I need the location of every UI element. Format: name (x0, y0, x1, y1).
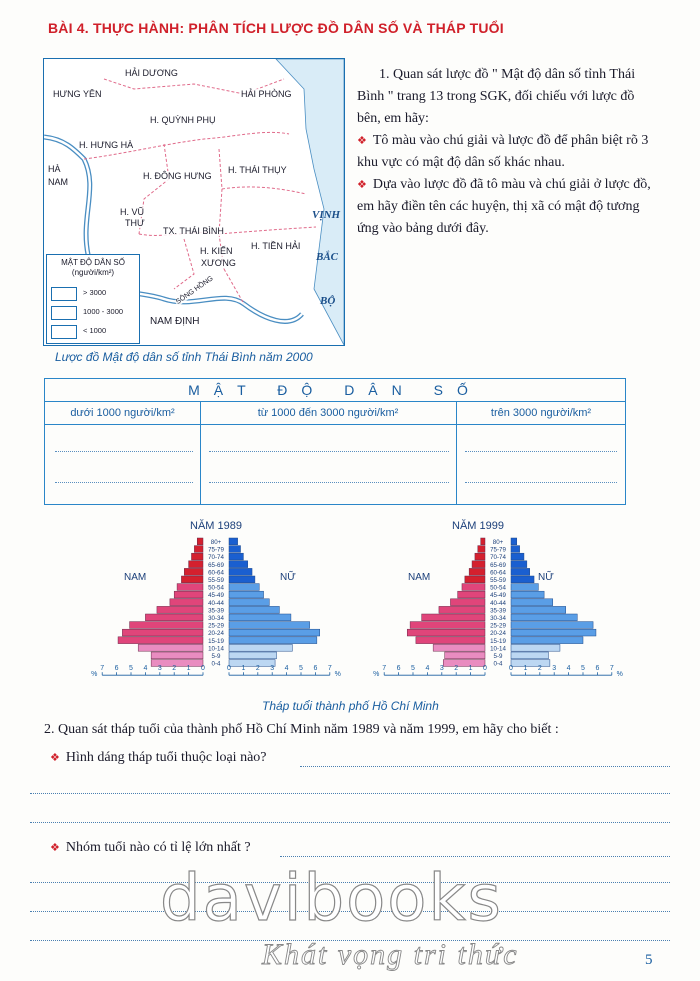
density-map (43, 58, 345, 346)
x-tick-label: 1 (186, 665, 191, 673)
female-bar (511, 599, 553, 606)
answer-line[interactable] (300, 766, 670, 767)
x-tick-label: 7 (327, 665, 332, 673)
male-bar (181, 576, 203, 583)
exercise-1-bullet (357, 174, 657, 240)
male-bar (445, 652, 485, 659)
x-tick-label: 4 (425, 665, 430, 673)
female-label: NỮ (538, 572, 554, 583)
sea-label: VỊNH (312, 209, 341, 221)
age-group-label: 15-19 (208, 637, 224, 645)
place-label: H. ĐÔNG HƯNG (143, 171, 212, 181)
x-tick-label: 7 (100, 665, 105, 673)
question-text: Hình dáng tháp tuổi thuộc loại nào? (65, 750, 267, 765)
male-bar (194, 546, 203, 553)
female-bar (229, 591, 264, 598)
place-label: HƯNG YÊN (53, 89, 102, 99)
diamond-icon: ❖ (50, 842, 60, 854)
female-bar (511, 660, 550, 667)
x-tick-label: 4 (284, 665, 289, 673)
place-label: HÀ (48, 164, 61, 174)
age-group-label: 25-29 (490, 622, 506, 630)
female-bar (511, 606, 566, 613)
male-label: NAM (124, 572, 147, 583)
place-label: H. VŨ (120, 207, 145, 217)
x-tick-label: 0 (227, 665, 231, 673)
x-tick-label: 3 (552, 665, 557, 673)
place-label: TX. THÁI BÌNH (163, 226, 224, 236)
pyramid-1989-chart (88, 534, 344, 694)
age-group-label: 75-79 (208, 546, 224, 554)
female-bar (511, 622, 593, 629)
legend-row (51, 287, 135, 301)
female-bar (229, 561, 248, 568)
exercise-1 (357, 64, 657, 240)
x-tick-label: 5 (129, 665, 133, 673)
female-bar (511, 644, 560, 651)
x-tick-label: 6 (595, 665, 600, 673)
male-bar (469, 568, 485, 575)
legend-swatch[interactable] (51, 306, 77, 320)
age-group-label: 60-64 (490, 569, 506, 577)
age-group-label: 35-39 (490, 607, 506, 615)
watermark-slogan: Khát vọng tri thức (262, 938, 519, 971)
pyramid-1989-title: NĂM 1989 (190, 520, 242, 532)
age-group-label: 10-14 (208, 645, 224, 653)
place-label: H. KIẾN (200, 246, 233, 256)
diamond-icon: ❖ (357, 179, 367, 191)
age-group-label: 35-39 (208, 607, 224, 615)
answer-line[interactable] (209, 482, 449, 483)
legend-unit: (người/km²) (71, 268, 115, 277)
answer-line[interactable] (280, 856, 670, 857)
female-bar (511, 652, 548, 659)
answer-line[interactable] (465, 482, 617, 483)
male-bar (138, 644, 203, 651)
x-tick-label: 1 (523, 665, 528, 673)
female-bar (229, 644, 292, 651)
female-bar (229, 599, 269, 606)
male-bar (443, 660, 485, 667)
female-bar (511, 584, 538, 591)
male-bar (450, 599, 485, 606)
bullet-text: Dựa vào lược đồ đã tô màu và chú giải ở lược đồ, em hãy điền tên các huyện, thị xã có mật độ tương ứng vào bảng dưới đây. (357, 177, 651, 236)
age-group-label: 65-69 (490, 561, 506, 569)
place-label: H. HƯNG HÀ (79, 140, 134, 150)
x-tick-label: 5 (411, 665, 415, 673)
x-tick-label: 3 (270, 665, 275, 673)
x-tick-label: 5 (299, 665, 303, 673)
legend-label: < 1000 (83, 326, 107, 335)
male-bar (184, 568, 203, 575)
female-bar (229, 553, 243, 560)
map-caption: Lược đồ Mật độ dân số tỉnh Thái Bình năm 2000 (55, 350, 313, 364)
bullet-text: Tô màu vào chú giải và lược đồ để phân biệt rõ 3 khu vực có mật độ dân số khác nhau. (357, 133, 649, 170)
column-header: dưới 1000 người/km² (45, 402, 200, 425)
male-bar (191, 553, 203, 560)
place-label: H. QUỲNH PHỤ (150, 115, 216, 125)
place-label: NAM (48, 177, 68, 187)
female-bar (511, 568, 530, 575)
pyramid-1999-chart (370, 534, 626, 694)
male-bar (122, 629, 203, 636)
watermark-logo: davibooks (160, 862, 503, 936)
question-1 (50, 750, 267, 766)
male-bar (439, 606, 485, 613)
age-group-label: 80+ (492, 539, 504, 546)
age-group-label: 55-59 (490, 577, 506, 584)
answer-line[interactable] (209, 451, 449, 452)
age-group-label: 15-19 (490, 637, 506, 645)
female-bar (229, 614, 291, 621)
male-bar (481, 538, 485, 545)
question-text: Nhóm tuổi nào có tỉ lệ lớn nhất ? (65, 840, 251, 855)
answer-line[interactable] (55, 451, 193, 452)
male-bar (170, 599, 203, 606)
age-group-label: 60-64 (208, 569, 224, 577)
legend-swatch[interactable] (51, 287, 77, 301)
male-bar (416, 637, 485, 644)
female-bar (511, 538, 517, 545)
x-tick-label: 1 (468, 665, 473, 673)
age-group-label: 30-34 (208, 615, 224, 622)
age-group-label: 50-54 (490, 584, 506, 592)
age-group-label: 25-29 (208, 622, 224, 630)
male-bar (462, 584, 485, 591)
x-tick-label: 4 (143, 665, 148, 673)
male-bar (174, 591, 203, 598)
pyramid-caption: Tháp tuổi thành phố Hồ Chí Minh (262, 699, 439, 713)
age-group-label: 40-44 (490, 599, 506, 607)
female-bar (511, 561, 527, 568)
x-tick-label: 0 (201, 665, 205, 673)
place-label: HẢI PHÒNG (241, 89, 292, 99)
exercise-1-bullet (357, 130, 657, 174)
female-bar (229, 568, 252, 575)
place-label: H. TIỀN HẢI (251, 241, 301, 251)
legend-swatch[interactable] (51, 325, 77, 339)
age-group-label: 5-9 (493, 653, 503, 660)
map-legend (46, 254, 140, 344)
age-group-label: 10-14 (490, 645, 506, 653)
x-tick-label: 2 (255, 665, 260, 673)
table-title: MẬT ĐỘ DÂN SỐ (45, 379, 625, 402)
female-bar (511, 591, 544, 598)
age-group-label: 20-24 (208, 630, 224, 638)
female-bar (229, 629, 320, 636)
female-bar (511, 614, 577, 621)
x-tick-label: 2 (537, 665, 542, 673)
percent-label: % (91, 671, 98, 679)
age-group-label: 45-49 (208, 592, 224, 600)
age-group-label: 20-24 (490, 630, 506, 638)
age-group-label: 70-74 (208, 554, 224, 562)
female-bar (229, 660, 275, 667)
age-group-label: 50-54 (208, 584, 224, 592)
male-bar (410, 622, 485, 629)
female-bar (229, 584, 259, 591)
place-label: THƯ (125, 218, 145, 228)
sea-label: BẮC (316, 251, 339, 263)
percent-label: % (616, 671, 623, 679)
male-bar (465, 576, 485, 583)
male-bar (130, 622, 203, 629)
male-bar (177, 584, 203, 591)
place-label: XƯƠNG (201, 258, 236, 268)
female-bar (229, 546, 241, 553)
age-group-label: 55-59 (208, 577, 224, 584)
female-label: NỮ (280, 572, 296, 583)
male-bar (478, 546, 485, 553)
male-bar (407, 629, 485, 636)
legend-label: > 3000 (83, 288, 107, 297)
diamond-icon: ❖ (50, 752, 60, 764)
age-group-label: 80+ (210, 539, 222, 546)
x-tick-label: 6 (114, 665, 119, 673)
male-bar (189, 561, 203, 568)
legend-title: MẬT ĐỘ DÂN SỐ (61, 258, 125, 267)
female-bar (511, 553, 524, 560)
x-tick-label: 3 (439, 665, 444, 673)
legend-label: 1000 - 3000 (83, 307, 124, 316)
age-group-label: 40-44 (208, 599, 224, 607)
x-tick-label: 6 (396, 665, 401, 673)
page-number: 5 (645, 952, 653, 968)
age-group-label: 45-49 (490, 592, 506, 600)
x-tick-label: 1 (241, 665, 246, 673)
legend-row (51, 325, 135, 339)
answer-line[interactable] (30, 793, 670, 794)
age-group-label: 5-9 (211, 653, 221, 660)
female-bar (229, 576, 255, 583)
female-bar (229, 622, 310, 629)
female-bar (511, 637, 583, 644)
x-tick-label: 0 (509, 665, 513, 673)
female-bar (229, 538, 238, 545)
diamond-icon: ❖ (357, 135, 367, 147)
legend-row (51, 306, 135, 320)
female-bar (511, 576, 534, 583)
age-group-label: 0-4 (211, 660, 221, 668)
male-bar (118, 637, 203, 644)
column-header: trên 3000 người/km² (457, 402, 625, 425)
place-label: NAM ĐỊNH (150, 316, 200, 327)
x-tick-label: 0 (483, 665, 487, 673)
female-bar (229, 637, 317, 644)
age-group-label: 65-69 (208, 561, 224, 569)
river-label: SÔNG HỒNG (174, 275, 215, 306)
density-table (44, 378, 626, 505)
male-bar (433, 644, 485, 651)
answer-line[interactable] (55, 482, 193, 483)
female-bar (229, 606, 279, 613)
female-bar (511, 629, 596, 636)
male-bar (458, 591, 485, 598)
question-2 (50, 840, 251, 856)
lesson-title: BÀI 4. THỰC HÀNH: PHÂN TÍCH LƯỢC ĐỒ DÂN SỐ VÀ THÁP TUỔI (48, 20, 504, 36)
percent-label: % (334, 671, 341, 679)
x-tick-label: 3 (157, 665, 162, 673)
x-tick-label: 7 (382, 665, 387, 673)
female-bar (511, 546, 520, 553)
x-tick-label: 6 (313, 665, 318, 673)
male-bar (197, 538, 203, 545)
place-label: H. THÁI THỤY (228, 165, 287, 175)
x-tick-label: 5 (581, 665, 585, 673)
age-group-label: 75-79 (490, 546, 506, 554)
male-label: NAM (408, 572, 431, 583)
x-tick-label: 2 (454, 665, 459, 673)
male-bar (157, 606, 203, 613)
column-header: từ 1000 đến 3000 người/km² (200, 402, 456, 425)
female-bar (229, 652, 277, 659)
place-label: HẢI DƯƠNG (125, 68, 178, 78)
male-bar (422, 614, 485, 621)
exercise-2-intro: 2. Quan sát tháp tuổi của thành phố Hồ Chí Minh năm 1989 và năm 1999, em hãy cho biết : (44, 722, 559, 737)
percent-label: % (373, 671, 380, 679)
x-tick-label: 7 (609, 665, 614, 673)
sea-label: BỘ (320, 295, 336, 307)
pyramid-1999-title: NĂM 1999 (452, 520, 504, 532)
male-bar (151, 652, 203, 659)
age-group-label: 70-74 (490, 554, 506, 562)
exercise-1-intro: 1. Quan sát lược đồ " Mật độ dân số tỉnh Thái Bình " trang 13 trong SGK, đối chiếu với lược đồ bên, em hãy: (357, 67, 636, 126)
x-tick-label: 4 (566, 665, 571, 673)
male-bar (472, 561, 485, 568)
age-group-label: 30-34 (490, 615, 506, 622)
answer-line[interactable] (30, 822, 670, 823)
male-bar (475, 553, 485, 560)
age-group-label: 0-4 (493, 660, 503, 668)
x-tick-label: 2 (172, 665, 177, 673)
answer-line[interactable] (465, 451, 617, 452)
male-bar (145, 614, 203, 621)
